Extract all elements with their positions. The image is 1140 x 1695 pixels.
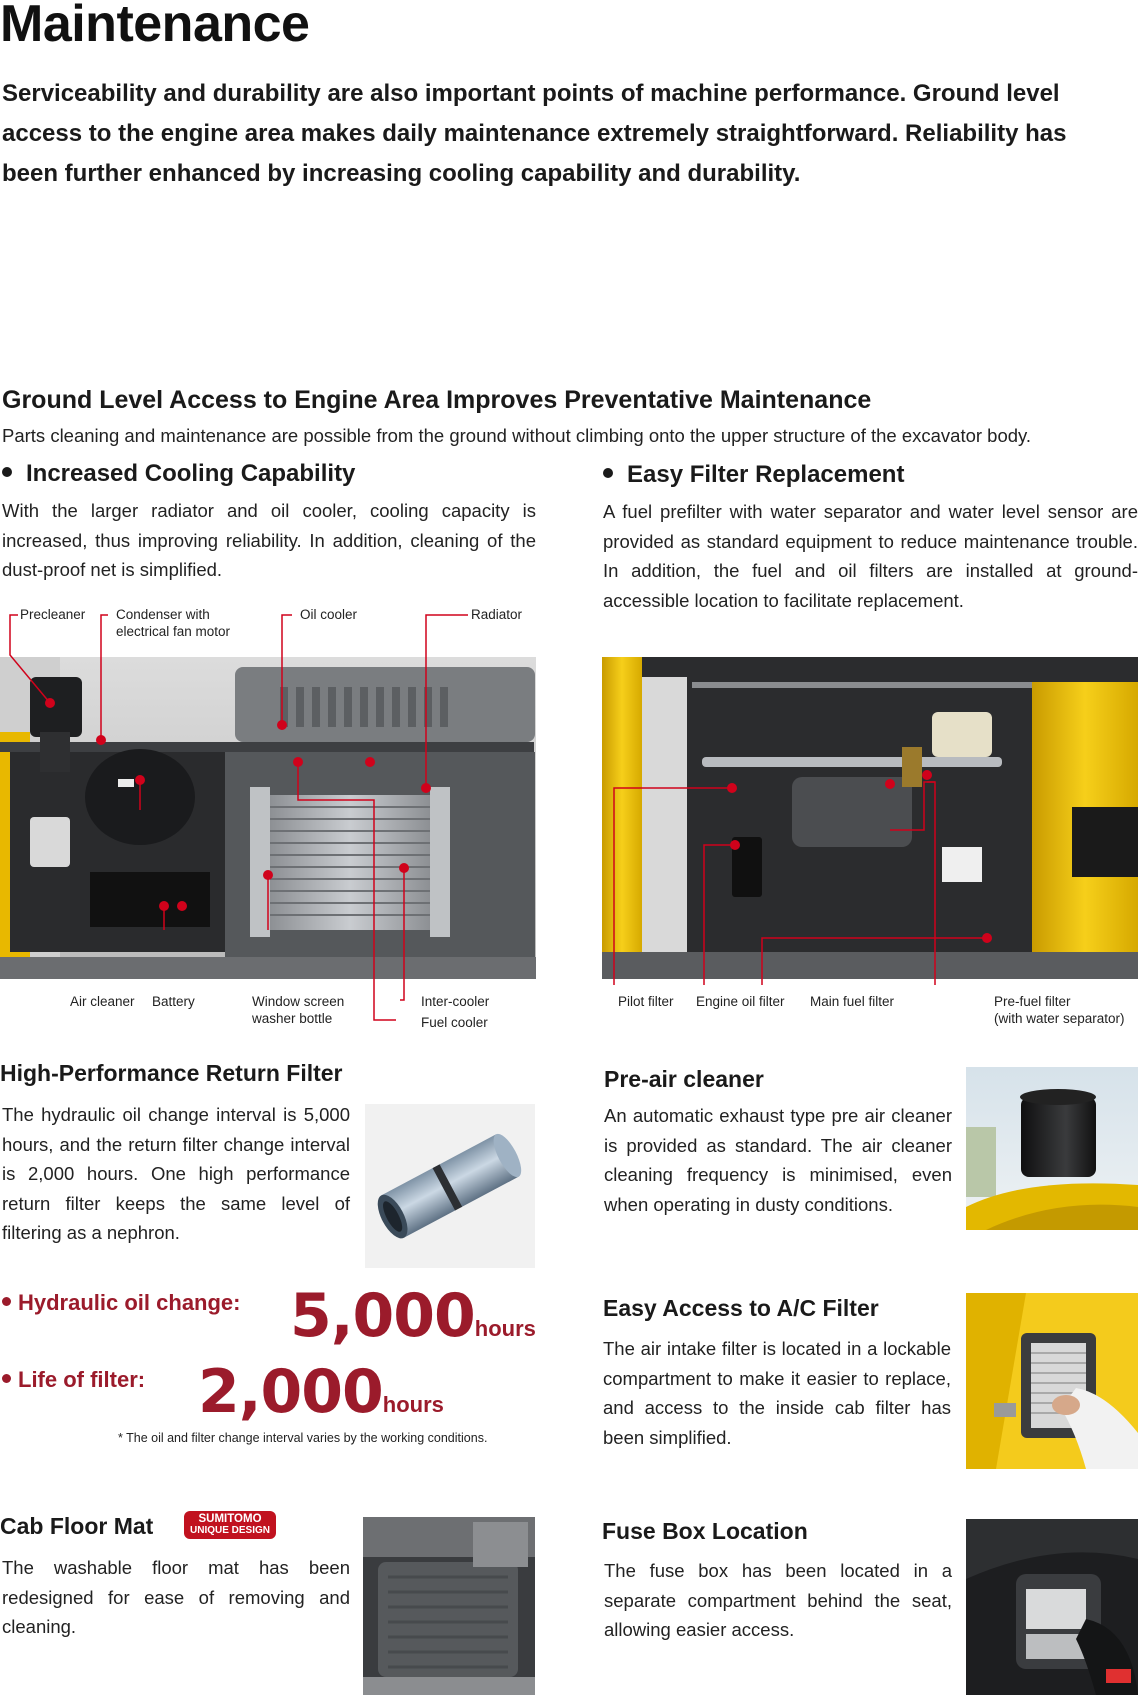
filter-heading-text: Easy Filter Replacement [627,461,905,488]
oil-change-spec [2,1290,241,1316]
label-precleaner: Precleaner [20,607,86,622]
cooling-heading-text: Increased Cooling Capability [26,460,356,487]
filter-life-unit: hours [382,1392,444,1417]
fuse-box-text: The fuse box has been located in a separate compartment behind the seat, allowing easier access. [604,1560,952,1640]
label-washer-line2: washer bottle [252,1011,333,1026]
label-fuel-cooler: Fuel cooler [421,1015,488,1030]
oil-change-value [290,1281,536,1351]
label-prefuel-line2: (with water separator) [994,1011,1125,1026]
callout-dots [45,698,431,911]
floor-mat-heading: Cab Floor Mat [0,1513,154,1539]
label-inter-cooler: Inter-cooler [421,994,490,1009]
label-oil-cooler: Oil cooler [300,607,358,622]
pre-air-photo [966,1067,1138,1230]
bullet-icon [2,1297,11,1306]
filter-callouts [602,700,1138,1020]
page-title: Maintenance [0,0,310,53]
ac-filter-heading: Easy Access to A/C Filter [603,1295,879,1321]
label-condenser-line1: Condenser with [116,607,210,622]
label-pilot-filter: Pilot filter [618,994,674,1009]
filter-heading [603,461,904,489]
label-engine-oil-filter: Engine oil filter [696,994,785,1009]
return-filter-text: The hydraulic oil change interval is 5,000 hours, and the return filter change interval is 2,000 hours. One high performance return filter keeps the same level of filtering as a nephron. [2,1104,350,1243]
sumitomo-badge [184,1511,276,1539]
cooling-callouts [0,600,536,1040]
intro-text: Serviceability and durability are also important points of machine performance. Ground level access to the engine area makes daily maintenance extremely straightforward. Reliability has been further enhanced by increasing cooling capability and durability. [2,80,1067,187]
ac-filter-photo [966,1293,1138,1469]
pre-air-heading: Pre-air cleaner [604,1066,764,1092]
ac-filter-text: The air intake filter is located in a lockable compartment to make it easier to replace, and access to the inside cab filter has been simplified. [603,1338,951,1448]
label-condenser-line2: electrical fan motor [116,624,231,639]
oil-change-unit: hours [474,1316,536,1341]
filter-life-number: 2,000 [198,1357,383,1427]
label-main-fuel-filter: Main fuel filter [810,994,895,1009]
pre-air-text: An automatic exhaust type pre air cleaner is provided as standard. The air cleaner cleaning frequency is minimised, even when operating in dusty conditions. [604,1105,952,1215]
filter-life-value [198,1357,444,1427]
return-filter-heading: High-Performance Return Filter [0,1060,343,1086]
callout-dots [727,770,992,943]
filter-life-label: Life of filter: [18,1367,146,1392]
bullet-icon [2,1374,11,1383]
filter-text: A fuel prefilter with water separator and water level sensor are provided as standard equipment to reduce maintenance trouble. In addition, the fuel and oil filters are installed at ground-accessible location to facilitate replacement. [603,501,1138,611]
fuse-box-photo [966,1519,1138,1695]
label-washer-line1: Window screen [252,994,345,1009]
fuse-box-heading: Fuse Box Location [602,1518,808,1544]
oil-change-number: 5,000 [290,1281,475,1351]
bullet-icon [2,467,12,477]
ground-level-subheading: Parts cleaning and maintenance are possible from the ground without climbing onto the upper structure of the excavator body. [2,425,1032,446]
label-air-cleaner: Air cleaner [70,994,135,1009]
badge-line2: UNIQUE DESIGN [190,1525,271,1536]
filter-life-spec [2,1367,145,1393]
floor-mat-text: The washable floor mat has been redesigned for ease of removing and cleaning. [2,1557,350,1637]
ground-level-heading: Ground Level Access to Engine Area Improves Preventative Maintenance [2,386,872,414]
label-prefuel-line1: Pre-fuel filter [994,994,1071,1009]
change-interval-note: * The oil and filter change interval varies by the working conditions. [118,1431,488,1445]
cooling-text: With the larger radiator and oil cooler, cooling capacity is increased, thus improving reliability. In addition, cleaning of the dust-proof net is simplified. [2,500,536,580]
bullet-icon [603,468,613,478]
oil-change-label: Hydraulic oil change: [18,1290,241,1315]
return-filter-photo [365,1104,535,1268]
label-battery: Battery [152,994,195,1009]
cooling-heading [2,460,355,488]
label-radiator: Radiator [471,607,523,622]
floor-mat-photo [363,1517,535,1695]
badge-line1: SUMITOMO [198,1513,262,1525]
